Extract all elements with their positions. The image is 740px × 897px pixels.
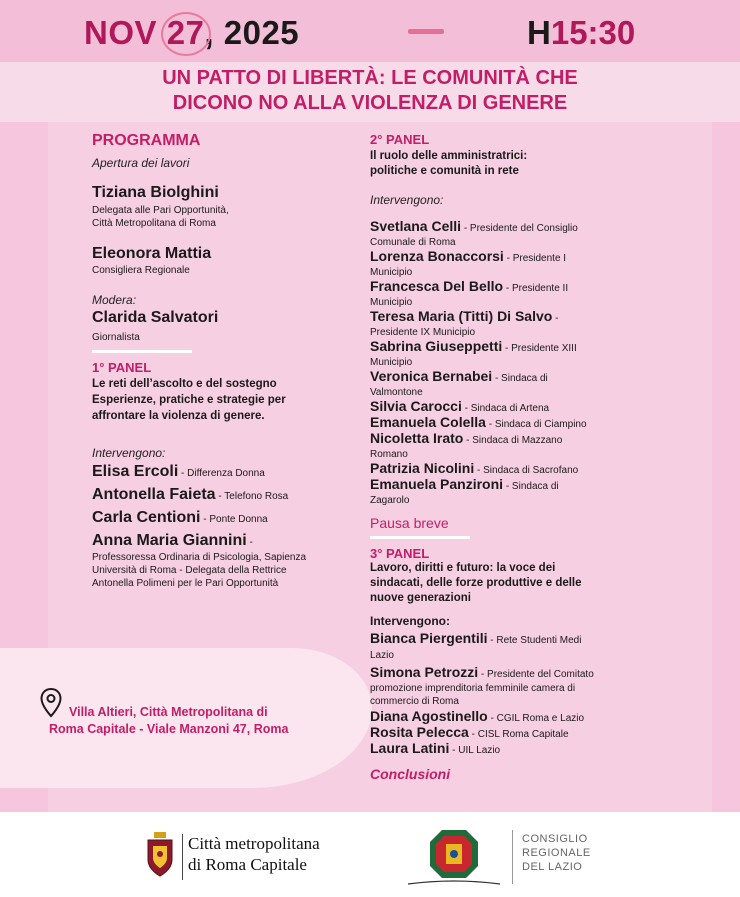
cm-name: Città metropolitana	[188, 834, 320, 853]
programma-heading: PROGRAMMA	[92, 132, 201, 149]
speaker-row	[370, 630, 581, 648]
speaker-role: - Sindaca di Sacrofano	[474, 465, 579, 476]
speaker-role: Presidente IX Municipio	[370, 327, 476, 338]
speaker-row	[92, 486, 288, 504]
panel3-title: nuove generazioni	[370, 592, 471, 604]
speaker-role: Romano	[370, 449, 408, 460]
speaker-row	[370, 740, 500, 758]
speaker-role: -	[552, 313, 559, 324]
speaker-role: Lazio	[370, 650, 394, 661]
speaker-role: Professoressa Ordinaria di Psicologia, Sapienza	[92, 552, 306, 563]
speaker-role: - Presidente I	[503, 253, 567, 264]
speaker-name: Antonella Faieta	[92, 486, 216, 503]
speaker-name: Veronica Bernabei	[370, 368, 493, 384]
roma-crest-icon	[144, 830, 176, 883]
speaker-name: Eleonora Mattia	[92, 245, 212, 262]
intervengono-label: Intervengono:	[92, 446, 166, 460]
speaker-role: Municipio	[370, 267, 413, 278]
speaker-role: Municipio	[370, 297, 413, 308]
speaker-row	[370, 338, 577, 356]
apertura-label: Apertura dei lavori	[92, 156, 190, 170]
speaker-role: - Presidente del Comitato	[478, 669, 594, 680]
speaker-name: Laura Latini	[370, 740, 450, 756]
date-year: , 2025	[204, 14, 300, 51]
speaker-role: Zagarolo	[370, 495, 410, 506]
speaker-name: Carla Centioni	[92, 509, 201, 526]
speaker-role: - Sindaca di Mazzano	[463, 435, 563, 446]
event-date	[84, 14, 299, 52]
speaker-name: Silvia Carocci	[370, 398, 462, 414]
speaker-role: commercio di Roma	[370, 696, 459, 707]
speaker-name: Bianca Piergentili	[370, 630, 488, 646]
speaker-role: - CISL Roma Capitale	[468, 729, 569, 740]
date-circle-decoration	[161, 12, 211, 56]
location-line: Roma Capitale - Viale Manzoni 47, Roma	[49, 722, 289, 736]
date-time-separator	[408, 29, 444, 34]
speaker-role: Delegata alle Pari Opportunità,	[92, 205, 229, 216]
speaker-row	[370, 308, 558, 326]
conclusioni-label: Conclusioni	[370, 766, 451, 782]
panel1-title: affrontare la violenza di genere.	[92, 410, 265, 422]
moderator-role: Giornalista	[92, 332, 140, 343]
panel2-title: politiche e comunità in rete	[370, 165, 519, 177]
speaker-name: Simona Petrozzi	[370, 664, 479, 680]
speaker-name: Sabrina Giuseppetti	[370, 338, 503, 354]
speaker-role: - Sindaca di Artena	[461, 403, 550, 414]
panel2-title: Il ruolo delle amministratrici:	[370, 150, 528, 162]
speaker-name: Patrizia Nicolini	[370, 460, 475, 476]
speaker-role: Università di Roma - Delegata della Rettrice	[92, 565, 287, 576]
speaker-role: -	[246, 537, 253, 548]
footer-divider	[182, 834, 183, 880]
speaker-name: Lorenza Bonaccorsi	[370, 248, 504, 264]
speaker-role: Municipio	[370, 357, 413, 368]
speaker-row	[370, 278, 568, 296]
speaker-role: - Rete Studenti Medi	[487, 635, 582, 646]
speaker-role: - Telefono Rosa	[215, 491, 289, 502]
speaker-role: - UIL Lazio	[449, 745, 501, 756]
speaker-role: - Ponte Donna	[200, 514, 268, 525]
panel1-label: 1° PANEL	[92, 360, 152, 375]
speaker-role: - CGIL Roma e Lazio	[487, 713, 585, 724]
speaker-row	[370, 664, 594, 682]
panel3-title: sindacati, delle forze produttive e delle	[370, 577, 582, 589]
speaker-role: Città Metropolitana di Roma	[92, 218, 216, 229]
speaker-row	[92, 509, 268, 527]
speaker-role: Consigliera Regionale	[92, 265, 190, 276]
cm-name: di Roma Capitale	[188, 855, 307, 874]
event-time	[527, 14, 635, 52]
speaker-name: Nicoletta Irato	[370, 430, 464, 446]
speaker-name: Tiziana Biolghini	[92, 184, 219, 201]
consiglio-name: CONSIGLIO REGIONALE DEL LAZIO	[522, 833, 591, 873]
speaker-role: - Presidente del Consiglio	[461, 223, 578, 234]
speaker-role: - Presidente XIII	[502, 343, 577, 354]
pausa-label: Pausa breve	[370, 515, 449, 531]
intervengono-label: Intervengono:	[370, 614, 450, 628]
panel3-title: Lavoro, diritti e futuro: la voce dei	[370, 562, 556, 574]
speaker-row	[370, 430, 562, 448]
speaker-name: Svetlana Celli	[370, 218, 462, 234]
time-prefix: H	[527, 14, 551, 51]
speaker-role: Comunale di Roma	[370, 237, 456, 248]
speaker-name: Emanuela Colella	[370, 414, 486, 430]
panel1-title: Esperienze, pratiche e strategie per	[92, 394, 286, 406]
speaker-row	[370, 476, 559, 494]
panel1-title: Le reti dell’ascolto e del sostegno	[92, 378, 277, 390]
speaker-name: Emanuela Panzironi	[370, 476, 504, 492]
speaker-row	[370, 248, 566, 266]
speaker-role: - Differenza Donna	[178, 468, 265, 479]
event-title: UN PATTO DI LIBERTÀ: LE COMUNITÀ CHE DICONO NO ALLA VIOLENZA DI GENERE	[162, 67, 578, 114]
speaker-name: Diana Agostinello	[370, 708, 488, 724]
speaker-role: Valmontone	[370, 387, 423, 398]
speaker-role: - Presidente II	[503, 283, 569, 294]
section-divider	[92, 350, 192, 353]
speaker-row	[370, 368, 548, 386]
speaker-name: Elisa Ercoli	[92, 463, 179, 480]
speaker-row	[92, 532, 253, 550]
intervengono-label: Intervengono:	[370, 193, 444, 207]
footer-divider	[512, 830, 513, 884]
speaker-name: Anna Maria Giannini	[92, 532, 247, 549]
speaker-role: Antonella Polimeni per le Pari Opportunità	[92, 578, 279, 589]
modera-label: Modera:	[92, 293, 137, 307]
speaker-role: - Sindaca di	[492, 373, 548, 384]
panel2-label: 2° PANEL	[370, 132, 430, 147]
speaker-name: Teresa Maria (Titti) Di Salvo	[370, 308, 553, 324]
time-value: 15:30	[550, 14, 636, 51]
date-day: 27	[167, 14, 205, 51]
speaker-name: Rosita Pelecca	[370, 724, 469, 740]
moderator-name: Clarida Salvatori	[92, 309, 219, 326]
footer	[0, 812, 740, 897]
speaker-role: promozione imprenditoria femminile camera di	[370, 683, 576, 694]
section-divider	[370, 536, 470, 539]
panel3-label: 3° PANEL	[370, 546, 430, 561]
map-pin-icon	[40, 688, 62, 723]
location-line: Villa Altieri, Città Metropolitana di	[69, 705, 268, 719]
speaker-name: Francesca Del Bello	[370, 278, 504, 294]
speaker-row	[92, 463, 265, 481]
speaker-role: - Sindaca di Ciampino	[485, 419, 587, 430]
speaker-role: - Sindaca di	[503, 481, 559, 492]
lazio-emblem-icon	[404, 826, 504, 893]
speaker-row	[370, 218, 578, 236]
date-month: NOV	[84, 14, 158, 51]
